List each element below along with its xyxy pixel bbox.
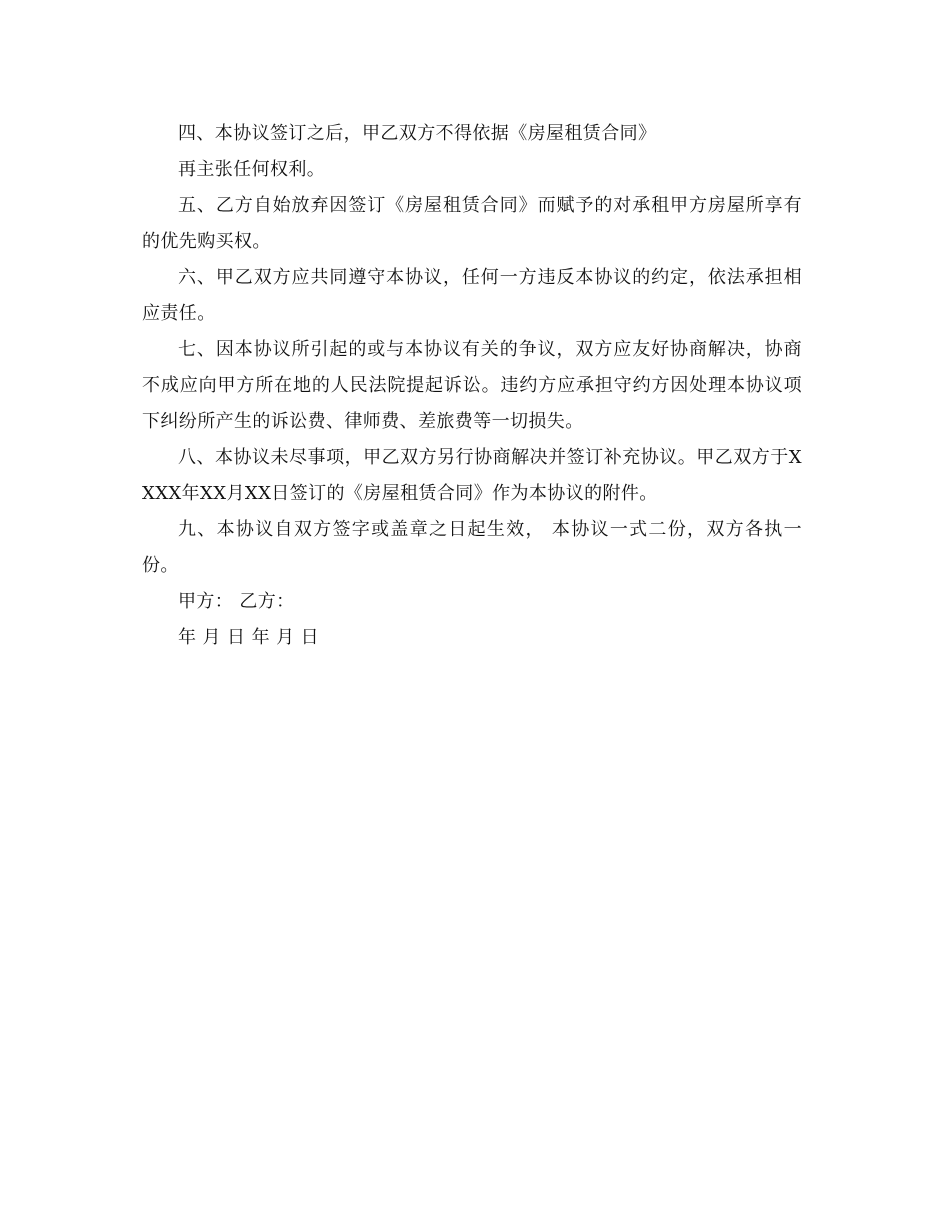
- document-body: [142, 116, 802, 656]
- clause-9: 九、本协议自双方签字或盖章之日起生效， 本协议一式二份，双方各执一份。: [142, 519, 802, 576]
- clause-5: 五、乙方自始放弃因签订《房屋租赁合同》而赋予的对承租甲方房屋所享有的优先购买权。: [142, 195, 802, 252]
- clause-4: 四、本协议签订之后，甲乙双方不得依据《房屋租赁合同》: [178, 123, 657, 144]
- signature-dates: 年 月 日 年 月 日: [178, 627, 320, 648]
- clause-7: 七、因本协议所引起的或与本协议有关的争议，双方应友好协商解决，协商不成应向甲方所在地的人民法院提起诉讼。违约方应承担守约方因处理本协议项下纠纷所产生的诉讼费、律师费、差旅费等一切损失。: [142, 339, 802, 432]
- clause-8: 八、本协议未尽事项，甲乙双方另行协商解决并签订补充协议。甲乙双方于XXXX年XX月XX日签订的《房屋租赁合同》作为本协议的附件。: [142, 447, 802, 504]
- clause-4-continuation: 再主张任何权利。: [178, 159, 326, 180]
- clause-6: 六、甲乙双方应共同遵守本协议，任何一方违反本协议的约定，依法承担相应责任。: [142, 267, 802, 324]
- signature-parties: 甲方： 乙方：: [178, 591, 295, 612]
